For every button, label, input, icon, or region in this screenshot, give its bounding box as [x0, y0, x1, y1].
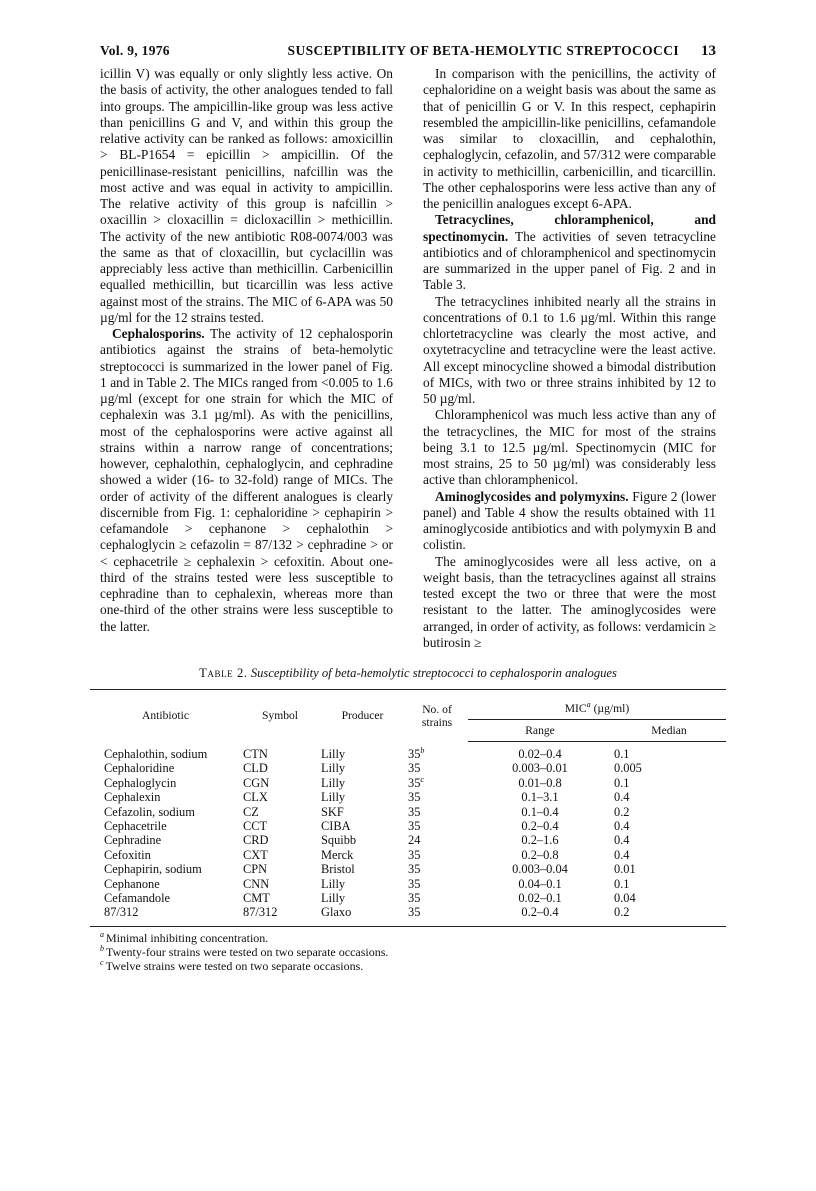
cell-text: Squibb [321, 833, 357, 848]
cell-strains [406, 805, 468, 819]
cell-text: 0.02–0.1 [518, 891, 562, 906]
cell-strains [406, 862, 468, 876]
cell-strains [406, 891, 468, 905]
paragraph-text: The aminoglycosides were all less active, on a weight basis, than the tetracyclines against all strains tested except the two or three that were the most resistant to the latter. The aminoglycosides were arranged, in order of activity, as follows: verdamicin ≥ butirosin ≥ [423, 553, 716, 650]
cell-median [612, 848, 726, 862]
cell-text: CRD [243, 833, 269, 848]
table-row [90, 776, 726, 790]
cell-text: 0.1 [614, 775, 630, 790]
cell-text: 35 [408, 790, 421, 805]
cell-text: 0.4 [614, 819, 630, 834]
footnote-text: Minimal inhibiting concentration. [106, 930, 269, 945]
cell-producer [319, 742, 406, 762]
cell-text: Merck [321, 847, 354, 862]
cell-text: Lilly [321, 891, 346, 906]
cell-text: Lilly [321, 746, 346, 761]
cell-strains [406, 848, 468, 862]
cell-symbol [241, 805, 319, 819]
cell-text: 0.01 [614, 862, 636, 877]
cell-median [612, 891, 726, 905]
footnote-mark: b [420, 745, 425, 755]
paragraph [423, 212, 716, 293]
cell-strains [406, 905, 468, 926]
cell-median [612, 790, 726, 804]
cell-text: 0.4 [614, 833, 630, 848]
cell-text: Cefoxitin [104, 847, 151, 862]
cell-strains [406, 790, 468, 804]
paragraph-text: The activity of 12 cephalosporin antibiotics against the strains of beta-hemolytic streptococci is summarized in the lower panel of Fig. 1 and in Table 2. The MICs ranged from <0.005 to 1.6 µg/ml (except for one strain for which the MIC of cephalexin was 3.1 µg/ml). As with the penicillins, most of the cephalosporins were active against all strains within a narrow range of concentrations; however, cephalothin, cephaloglycin, and cephradine showed a wider (16- to 32-fold) range of MICs. The order of activity of the different analogues is clearly discernible from Fig. 1: cephaloridine > cephapirin > cefamandole > cephanone > cephalothin > cephaloglycin ≥ cefazolin = 87/132 > cephradine > or < cephacetrile ≥ cephalexin > cefoxitin. About one-third of the strains tested were less susceptible to cephradine than to cephalexin, whereas more than one-third of the other strains were less susceptible to the latter. [100, 326, 393, 634]
cell-text: CLX [243, 790, 268, 805]
cell-text: Cephapirin, sodium [104, 862, 202, 877]
paragraph-text: Figure 2 (lower panel) and Table 4 show the results obtained with 11 aminoglycoside antibiotics and with polymyxin B and colistin. [423, 488, 716, 553]
cell-strains [406, 742, 468, 762]
cell-text: 0.1 [614, 747, 630, 761]
paragraph-text: Chloramphenicol was much less active than any of the tetracyclines, the MIC for most of the strains being 3.1 to 12.5 µg/ml. Spectinomycin (MIC for most strains, 25 to 50 µg/ml) was considerably less active than chloramphenicol. [423, 407, 716, 488]
header-producer: Producer [319, 690, 406, 742]
cell-text: 35 [408, 862, 421, 877]
cell-range [468, 761, 612, 775]
cell-producer [319, 862, 406, 876]
cell-producer [319, 819, 406, 833]
cell-range [468, 848, 612, 862]
table-row [90, 905, 726, 926]
running-title: SUSCEPTIBILITY OF BETA-HEMOLYTIC STREPTOCOCCI [287, 43, 679, 58]
cell-symbol [241, 776, 319, 790]
cell-text: 35 [408, 847, 421, 862]
section-heading: Tetracyclines, chloramphenicol, and spectinomycin. [423, 212, 716, 244]
table-footnotes [100, 931, 716, 973]
cell-text: SKF [321, 804, 344, 819]
cell-range [468, 819, 612, 833]
footnote [100, 945, 716, 959]
header-antibiotic: Antibiotic [90, 690, 241, 742]
cell-symbol [241, 891, 319, 905]
cell-text: Lilly [321, 790, 346, 805]
cell-median [612, 805, 726, 819]
cell-symbol [241, 848, 319, 862]
cell-antibiotic [90, 905, 241, 926]
cell-text: 35 [408, 876, 421, 891]
cell-text: Lilly [321, 876, 346, 891]
cell-text: 0.04–0.1 [518, 876, 562, 891]
cell-symbol [241, 877, 319, 891]
section-heading: Aminoglycosides and polymyxins. [435, 488, 629, 504]
cell-text: 0.003–0.01 [512, 761, 568, 776]
cell-producer [319, 848, 406, 862]
cell-text: CMT [243, 891, 270, 906]
cell-range [468, 862, 612, 876]
cell-text: 0.2–0.4 [521, 819, 559, 834]
cell-median [612, 742, 726, 762]
cell-text: CIBA [321, 819, 351, 834]
cell-symbol [241, 761, 319, 775]
paragraph [100, 326, 393, 635]
table-wrapper [90, 689, 726, 927]
cell-range [468, 742, 612, 762]
table-row [90, 833, 726, 847]
section-heading: Cephalosporins. [112, 326, 205, 341]
cell-producer [319, 891, 406, 905]
cell-text: 0.003–0.04 [512, 862, 568, 877]
paragraph [423, 489, 716, 554]
cell-antibiotic [90, 805, 241, 819]
cell-text: 0.1–0.4 [521, 804, 559, 819]
header-mic [468, 690, 726, 720]
cell-text: 0.2–0.8 [521, 847, 559, 862]
table-row [90, 805, 726, 819]
cell-text: 0.04 [614, 891, 636, 906]
paragraph [423, 66, 716, 212]
cell-symbol [241, 862, 319, 876]
page-number: 13 [701, 43, 716, 59]
table-row [90, 877, 726, 891]
cell-text: 0.005 [614, 761, 642, 776]
cell-median [612, 776, 726, 790]
paragraph [100, 66, 393, 326]
cell-median [612, 905, 726, 926]
cell-symbol [241, 833, 319, 847]
footnote-mark: a [100, 929, 104, 939]
cell-text: CNN [243, 876, 270, 891]
cell-antibiotic [90, 833, 241, 847]
footnote-mark: b [100, 943, 104, 953]
cell-strains [406, 819, 468, 833]
cell-text: 87/312 [243, 905, 278, 920]
table-row [90, 742, 726, 762]
mic-unit: (µg/ml) [593, 702, 630, 715]
table-body [90, 742, 726, 927]
cell-text: 0.1–3.1 [521, 790, 559, 805]
cell-median [612, 833, 726, 847]
header-median: Median [612, 720, 726, 742]
right-text-column [423, 66, 716, 651]
cell-range [468, 905, 612, 926]
cell-text: Cefamandole [104, 891, 171, 906]
cell-text: 0.2 [614, 804, 630, 819]
mic-label: MIC [564, 702, 587, 715]
cell-producer [319, 833, 406, 847]
paragraph-text: The activities of seven tetracycline antibiotics and of chloramphenicol and spectinomycin are summarized in the upper panel of Fig. 2 and in Table 3. [423, 228, 716, 293]
table-caption [100, 665, 716, 681]
cell-text: Cephalexin [104, 790, 161, 805]
cell-text: 0.2–1.6 [521, 833, 559, 848]
cell-strains [406, 776, 468, 790]
cell-text: 35 [408, 761, 421, 776]
cell-text: 0.1 [614, 876, 630, 891]
cell-text: 0.02–0.4 [518, 747, 562, 761]
cell-producer [319, 761, 406, 775]
cell-text: Cephanone [104, 876, 160, 891]
footnote-text: Twenty-four strains were tested on two separate occasions. [106, 944, 389, 959]
cell-text: 0.4 [614, 847, 630, 862]
cell-range [468, 891, 612, 905]
volume-info: Vol. 9, 1976 [100, 43, 170, 58]
left-text-column [100, 66, 393, 651]
cell-symbol [241, 905, 319, 926]
cell-text: 87/312 [104, 905, 139, 920]
table-title: Susceptibility of beta-hemolytic streptococci to cephalosporin analogues [250, 666, 617, 680]
cell-antibiotic [90, 891, 241, 905]
cell-text: CGN [243, 775, 270, 790]
cell-text: 35 [408, 819, 421, 834]
cell-text: 0.01–0.8 [518, 775, 562, 790]
text-columns [100, 66, 716, 651]
cell-text: 35 [408, 905, 421, 920]
paragraph [423, 407, 716, 488]
cell-producer [319, 905, 406, 926]
cell-symbol [241, 742, 319, 762]
cell-strains [406, 877, 468, 891]
header-no-of-strains: No. of strains [406, 690, 468, 742]
cell-text: 35 [408, 746, 421, 761]
cell-range [468, 805, 612, 819]
cell-text: CXT [243, 847, 268, 862]
cell-text: Bristol [321, 862, 355, 877]
table-row [90, 761, 726, 775]
cephalosporin-table [90, 689, 726, 927]
cell-antibiotic [90, 761, 241, 775]
cell-antibiotic [90, 742, 241, 762]
footnote [100, 931, 716, 945]
cell-median [612, 761, 726, 775]
cell-range [468, 776, 612, 790]
cell-median [612, 862, 726, 876]
cell-text: 35 [408, 775, 421, 790]
cell-text: Cephaloglycin [104, 775, 177, 790]
cell-median [612, 819, 726, 833]
cell-text: CTN [243, 746, 268, 761]
cell-antibiotic [90, 776, 241, 790]
paragraph-text: In comparison with the penicillins, the activity of cephaloridine on a weight basis was about the same as that of penicillin G or V. In this respect, cephapirin resembled the ampicillin-like penicillins, cefamandole was similar to cloxacillin, and cephalothin, cephaloglycin, cefazolin, and 57/312 were comparable in activity to methicillin, carbenicillin, and ticarcillin. The other cephalosporins were less active than any of the penicillin analogues except 6-APA. [423, 66, 716, 211]
paragraph-text: The tetracyclines inhibited nearly all the strains in concentrations of 0.1 to 1.6 µg/ml. Within this range chlortetracycline was clearly the most active, and oxytetracycline and tetracycline were the least active. All except minocycline showed a bimodal distribution of MICs, with two or three strains inhibited by 12 to 50 µg/ml. [423, 293, 716, 406]
cell-text: Cephalothin, sodium [104, 746, 208, 761]
cell-text: CZ [243, 804, 259, 819]
cell-strains [406, 761, 468, 775]
running-header [100, 42, 716, 60]
cell-text: 0.2–0.4 [521, 905, 559, 920]
table-row [90, 819, 726, 833]
cell-text: 0.2 [614, 905, 630, 920]
cell-text: Cephaloridine [104, 761, 175, 776]
cell-text: 35 [408, 891, 421, 906]
table-row [90, 891, 726, 905]
cell-range [468, 877, 612, 891]
cell-text: Cefazolin, sodium [104, 804, 195, 819]
table-row [90, 862, 726, 876]
table-label: Table 2. [199, 666, 248, 680]
cell-text: 24 [408, 833, 421, 848]
cell-text: Lilly [321, 775, 346, 790]
cell-text: Lilly [321, 761, 346, 776]
footnote-text: Twelve strains were tested on two separate occasions. [105, 958, 364, 973]
cell-producer [319, 790, 406, 804]
table-row [90, 790, 726, 804]
cell-producer [319, 776, 406, 790]
cell-text: 35 [408, 804, 421, 819]
cell-text: CPN [243, 862, 268, 877]
mic-footnote-mark: a [586, 700, 591, 710]
cell-range [468, 833, 612, 847]
cell-producer [319, 805, 406, 819]
cell-antibiotic [90, 819, 241, 833]
cell-text: Glaxo [321, 905, 352, 920]
cell-text: Cephacetrile [104, 819, 167, 834]
cell-antibiotic [90, 790, 241, 804]
cell-producer [319, 877, 406, 891]
cell-text: CCT [243, 819, 268, 834]
footnote-mark: c [420, 774, 424, 784]
cell-antibiotic [90, 877, 241, 891]
cell-range [468, 790, 612, 804]
paragraph-text: icillin V) was equally or only slightly less active. On the basis of activity, the other analogues tended to fall into groups. The ampicillin-like group was less active than penicillins G and V, and within this group the relative activity can be ranked as follows: amoxicillin > BL-P1654 = epicillin > ampicillin. Of the penicillinase-resistant penicillins, nafcillin was the most active and was equal in activity to ampicillin. The relative activity of this group is nafcillin > oxacillin > cloxacillin = dicloxacillin > methicillin. The activity of the new antibiotic R08-0074/003 was the same as that of cloxacillin, but cyclacillin was appreciably less active than methicillin. Carbenicillin equalled methicillin, but ticarcillin was less active against most of the strains. The MIC of 6-APA was 50 µg/ml for the 12 strains tested. [100, 66, 393, 325]
cell-median [612, 877, 726, 891]
cell-symbol [241, 790, 319, 804]
footnote-mark: c [100, 957, 104, 967]
cell-symbol [241, 819, 319, 833]
cell-text: CLD [243, 761, 268, 776]
paragraph [423, 294, 716, 408]
header-symbol: Symbol [241, 690, 319, 742]
table-row [90, 848, 726, 862]
cell-strains [406, 833, 468, 847]
footnote [100, 959, 716, 973]
cell-antibiotic [90, 862, 241, 876]
header-range: Range [468, 720, 612, 742]
cell-text: 0.4 [614, 790, 630, 805]
cell-text: Cephradine [104, 833, 162, 848]
cell-antibiotic [90, 848, 241, 862]
paragraph [423, 554, 716, 652]
